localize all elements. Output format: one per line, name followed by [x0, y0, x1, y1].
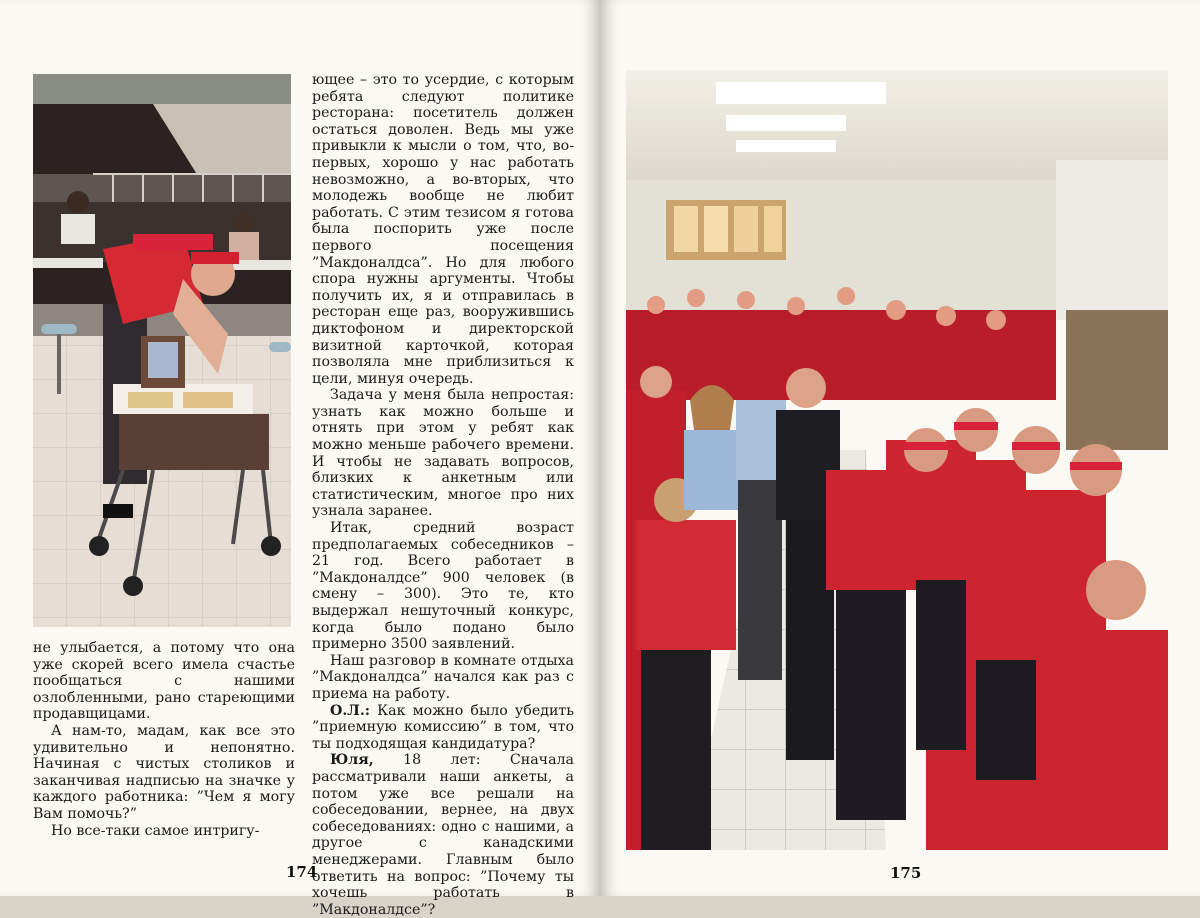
page-number: 174 — [286, 863, 318, 881]
answer-text: 18 лет: Сначала рассматривали наши анкеты, а потом уже все решали на собеседовании, вернее, на двух собеседованиях: одно с нашими, а другое с канадскими менеджерами. Главным было ответить на вопрос: ”Почему ты хочешь работать в ”Макдоналдсе”? — [312, 752, 574, 918]
paragraph: Задача у меня была непростая: узнать как можно больше и отнять при этом у ребят как можно меньше рабочего времени. И чтобы не задавать вопросов, близких к анкетным или статистическим, многое про них узнала заранее. — [312, 387, 574, 520]
question-text: Как можно было убедить ”приемную комиссию” в том, что ты подходящая кандидатура? — [312, 702, 574, 752]
speaker-name: О.Л.: — [330, 702, 371, 719]
speaker-name: Юля, — [330, 752, 374, 769]
photo-staff-lineup — [626, 70, 1168, 850]
paragraph: Но все-таки самое интригу- — [51, 822, 260, 839]
interview-question — [312, 703, 574, 753]
paragraph: Итак, средний возраст предполагаемых собеседников – 21 год. Всего работает в ”Макдоналдсе” 900 человек (в смену – 300). Это те, кто выдержал нешуточный конкурс, когда было подано было примерно 3500 заявлений. — [312, 520, 574, 653]
paragraph: не улыбается, а потому что она уже скорей всего имела счастье пообщаться с нашими озлобленными, рано стареющими продавщицами. — [33, 640, 295, 723]
text-column-bottom — [33, 640, 295, 839]
photo-worker-cleaning-tray — [33, 74, 291, 627]
paragraph: ющее – это то усердие, с которым ребята следуют политике ресторана: посетитель должен остаться доволен. Ведь мы уже привыкли к мысли о том, что, во-первых, хорошо у нас работать невозможно, а во-вторых, что молодежь вообще не любит работать. С этим тезисом я готова была поспорить уже после первого посещения ”Макдоналдса”. Но для любого спора нужны аргументы. Чтобы получить их, я и отправилась в ресторан еще раз, вооружившись диктофоном и директорской визитной карточкой, которая позволяла мне приблизиться к цели, минуя очередь. — [312, 72, 574, 387]
page-number: 175 — [890, 864, 922, 882]
paragraph: Наш разговор в комнате отдыха ”Макдоналдса” начался как раз с приема на работу. — [312, 652, 574, 702]
interview-answer — [312, 752, 574, 918]
paragraph: А нам-то, мадам, как все это удивительно и непонятно. Начиная с чистых столиков и заканчивая надписью на значке у каждого работника: ”Чем я могу Вам помочь?” — [33, 722, 295, 822]
page-right — [600, 0, 1200, 896]
text-column-right — [312, 72, 574, 918]
